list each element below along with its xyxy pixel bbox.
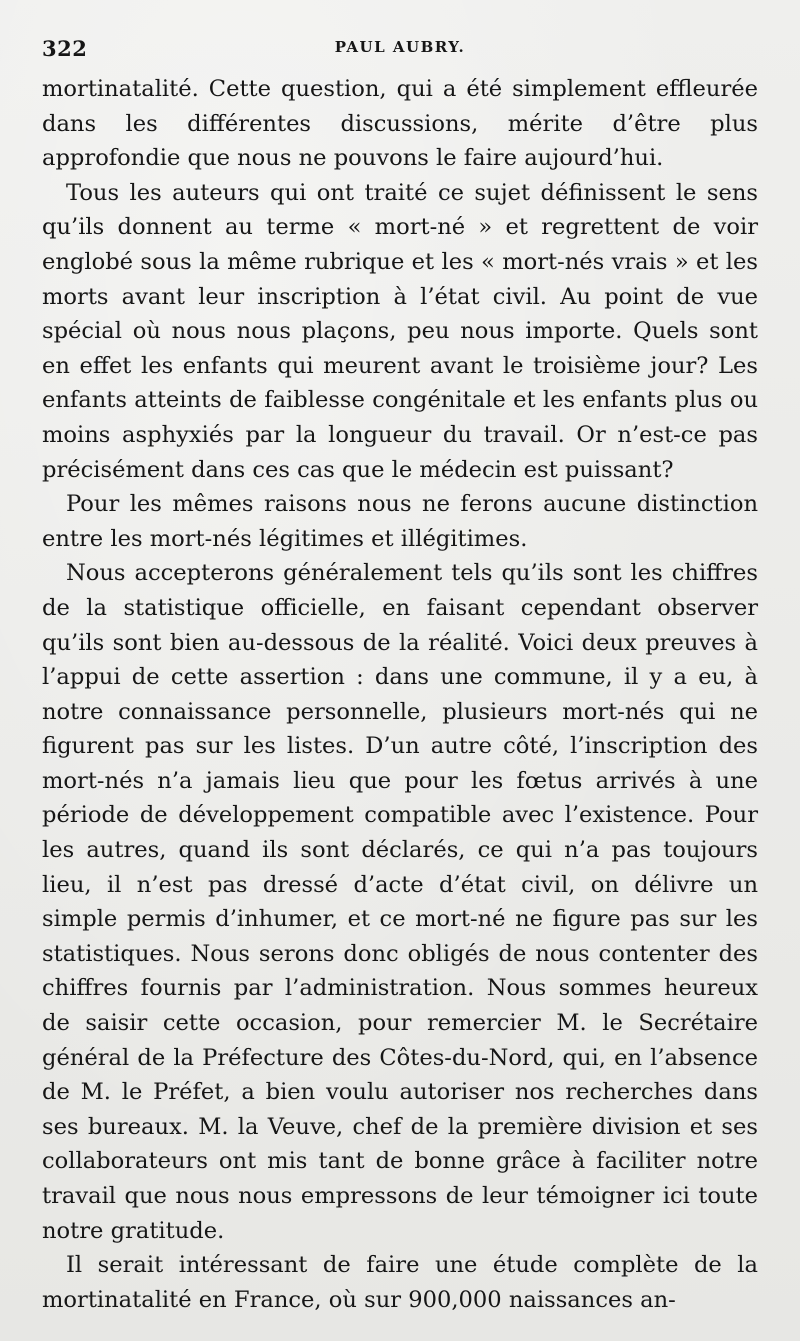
paragraph-continuation: mortinatalité. Cette question, qui a été simplement effleurée dans les différentes discussions, mérite d’être plus approfondie que nous ne pouvons le faire aujourd’hui. bbox=[42, 76, 758, 172]
page-header bbox=[42, 36, 758, 64]
running-head: PAUL AUBRY. bbox=[334, 38, 466, 56]
body-text bbox=[42, 72, 758, 1317]
page-number: 322 bbox=[42, 36, 88, 61]
paragraph: Pour les mêmes raisons nous ne ferons aucune distinction entre les mort-nés légitimes et illégitimes. bbox=[42, 491, 758, 552]
paragraph: Tous les auteurs qui ont traité ce sujet définissent le sens qu’ils donnent au terme « mort-né » et regrettent de voir englobé sous la même rubrique et les « mort-nés vrais » et les morts avant leur inscription à l’état civil. Au point de vue spécial où nous nous plaçons, peu nous importe. Quels sont en effet les enfants qui meurent avant le troisième jour? Les enfants atteints de faiblesse congénitale et les enfants plus ou moins asphyxiés par la longueur du travail. Or n’est-ce pas précisément dans ces cas que le médecin est puissant? bbox=[42, 179, 758, 483]
paragraph: Il serait intéressant de faire une étude complète de la mortinatalité en France, où sur 900,000 naissances an- bbox=[42, 1252, 758, 1313]
paragraph: Nous accepterons généralement tels qu’ils sont les chiffres de la statistique officielle, en faisant cependant observer qu’ils sont bien au-dessous de la réalité. Voici deux preuves à l’appui de cette assertion : dans une commune, il y a eu, à notre connaissance personnelle, plusieurs mort-nés qui ne figurent pas sur les listes. D’un autre côté, l’inscription des mort-nés n’a jamais lieu que pour les fœtus arrivés à une période de développement compatible avec l’existence. Pour les autres, quand ils sont déclarés, ce qui n’a pas toujours lieu, il n’est pas dressé d’acte d’état civil, on délivre un simple permis d’inhumer, et ce mort-né ne figure pas sur les statistiques. Nous serons donc obligés de nous contenter des chiffres fournis par l’administration. Nous sommes heureux de saisir cette occasion, pour remercier M. le Secrétaire général de la Préfecture des Côtes-du-Nord, qui, en l’absence de M. le Préfet, a bien voulu autoriser nos recherches dans ses bureaux. M. la Veuve, chef de la première division et ses collaborateurs ont mis tant de bonne grâce à faciliter notre travail que nous nous empressons de leur témoigner ici toute notre gratitude. bbox=[42, 560, 758, 1244]
